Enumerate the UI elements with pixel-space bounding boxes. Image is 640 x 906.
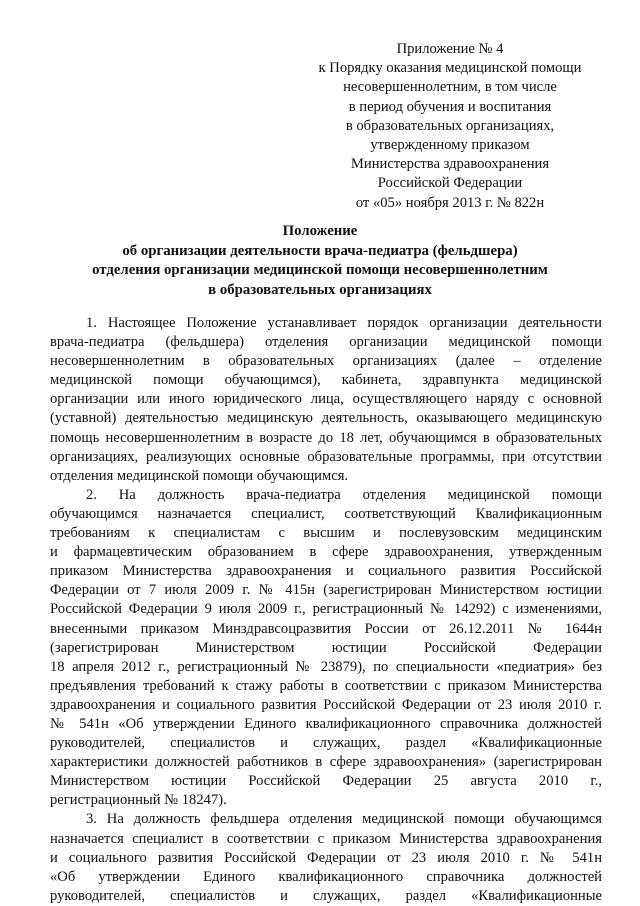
paragraph-line: Российской Федерации 9 июля 2009 г., регистрационный № 14292) с изменениями, (50, 601, 602, 618)
paragraph-line: 3. На должность фельдшера отделения медицинской помощи обучающимся (86, 811, 602, 828)
paragraph-line: организации или иного юридического лица, осуществляющего наряду с основной (50, 391, 602, 408)
document-title (40, 222, 600, 300)
document-body (50, 314, 602, 906)
appendix-line: в образовательных организациях, (345, 117, 555, 134)
paragraph-2 (50, 486, 602, 811)
paragraph-line: 18 апреля 2012 г., регистрационный № 23879), по специальности «педиатрия» без (50, 658, 602, 675)
paragraph-line: требованиям к специалистам с высшим и послевузовским медицинским (50, 525, 602, 542)
title-line: отделения организации медицинской помощи несовершеннолетним (92, 262, 548, 279)
appendix-line: Российской Федерации (377, 175, 523, 192)
paragraph-line: характеристики должностей работников в сфере здравоохранения» (зарегистрирован (50, 754, 602, 771)
paragraph-line: несовершеннолетним в образовательных организациях (далее – отделение (50, 353, 602, 370)
paragraph-line: Федерации от 7 июля 2009 г. № 415н (зарегистрирован Министерством юстиции (50, 582, 602, 599)
paragraph-line: и фармацевтическим образованием в сфере здравоохранения, утвержденным (50, 544, 602, 561)
appendix-line: от «05» ноября 2013 г. № 822н (355, 194, 545, 211)
paragraph-line: руководителей, специалистов и служащих, раздел «Квалификационные (50, 887, 602, 904)
paragraph-line: регистрационный № 18247). (50, 792, 227, 809)
paragraph-line: назначается специалист в соответствии с приказом Министерства здравоохранения (50, 830, 602, 847)
paragraph-line: организациях, реализующих основные образовательные программы, при отсутствии (50, 448, 602, 465)
title-line: Положение (282, 223, 358, 239)
paragraph-line: (уставной) деятельностью медицинскую деятельность, оказывающего медицинскую (50, 410, 602, 427)
title-line: в образовательных организациях (208, 281, 432, 298)
paragraph-line: приказом Министерства здравоохранения и социального развития Российской (50, 563, 602, 580)
title-line: об организации деятельности врача-педиатра (фельдшера) (122, 242, 518, 259)
paragraph-line: обучающимся назначается специалист, соответствующий Квалификационным (50, 505, 602, 522)
appendix-line: Министерства здравоохранения (350, 156, 550, 173)
paragraph-3 (50, 810, 602, 905)
paragraph-line: отделения медицинской помощи обучающимся. (50, 467, 349, 484)
paragraph-line: 2. На должность врача-педиатра отделения медицинской помощи (86, 486, 602, 503)
paragraph-line: Министерством юстиции Российской Федерации 25 августа 2010 г., (50, 773, 602, 790)
appendix-line: Приложение № 4 (396, 41, 504, 57)
paragraph-line: медицинской помощи обучающимся), кабинета, здравпункта медицинской (50, 372, 602, 389)
appendix-line: утвержденному приказом (370, 137, 530, 154)
paragraph-line: помощь несовершеннолетним в возрасте до 18 лет, обучающимся в образовательных (50, 429, 602, 446)
paragraph-line: внесенными приказом Минздравсоцразвития России от 26.12.2011 № 1644н (50, 620, 602, 637)
paragraph-line: предъявления требований к стажу работы в соответствии с приказом Министерства (50, 677, 602, 694)
paragraph-line: 1. Настоящее Положение устанавливает порядок организации деятельности (86, 315, 602, 331)
appendix-header (300, 40, 600, 213)
paragraph-line: врача-педиатра (фельдшера) отделения организации медицинской помощи (50, 334, 602, 351)
paragraph-line: здравоохранения и социального развития Российской Федерации от 23 июля 2010 г. (50, 696, 602, 713)
paragraph-line: и социального развития Российской Федерации от 23 июля 2010 г. № 541н (50, 849, 602, 866)
paragraph-line: руководителей, специалистов и служащих, раздел «Квалификационные (50, 735, 602, 752)
paragraph-1 (50, 314, 602, 486)
paragraph-line: (зарегистрирован Министерством юстиции Российской Федерации (50, 639, 602, 656)
paragraph-line: № 541н «Об утверждении Единого квалификационного справочника должностей (50, 715, 602, 732)
paragraph-line: «Об утверждении Единого квалификационного справочника должностей (50, 868, 602, 885)
appendix-line: в период обучения и воспитания (348, 98, 552, 115)
appendix-line: несовершеннолетним, в том числе (343, 79, 557, 96)
appendix-line: к Порядку оказания медицинской помощи (318, 60, 582, 77)
